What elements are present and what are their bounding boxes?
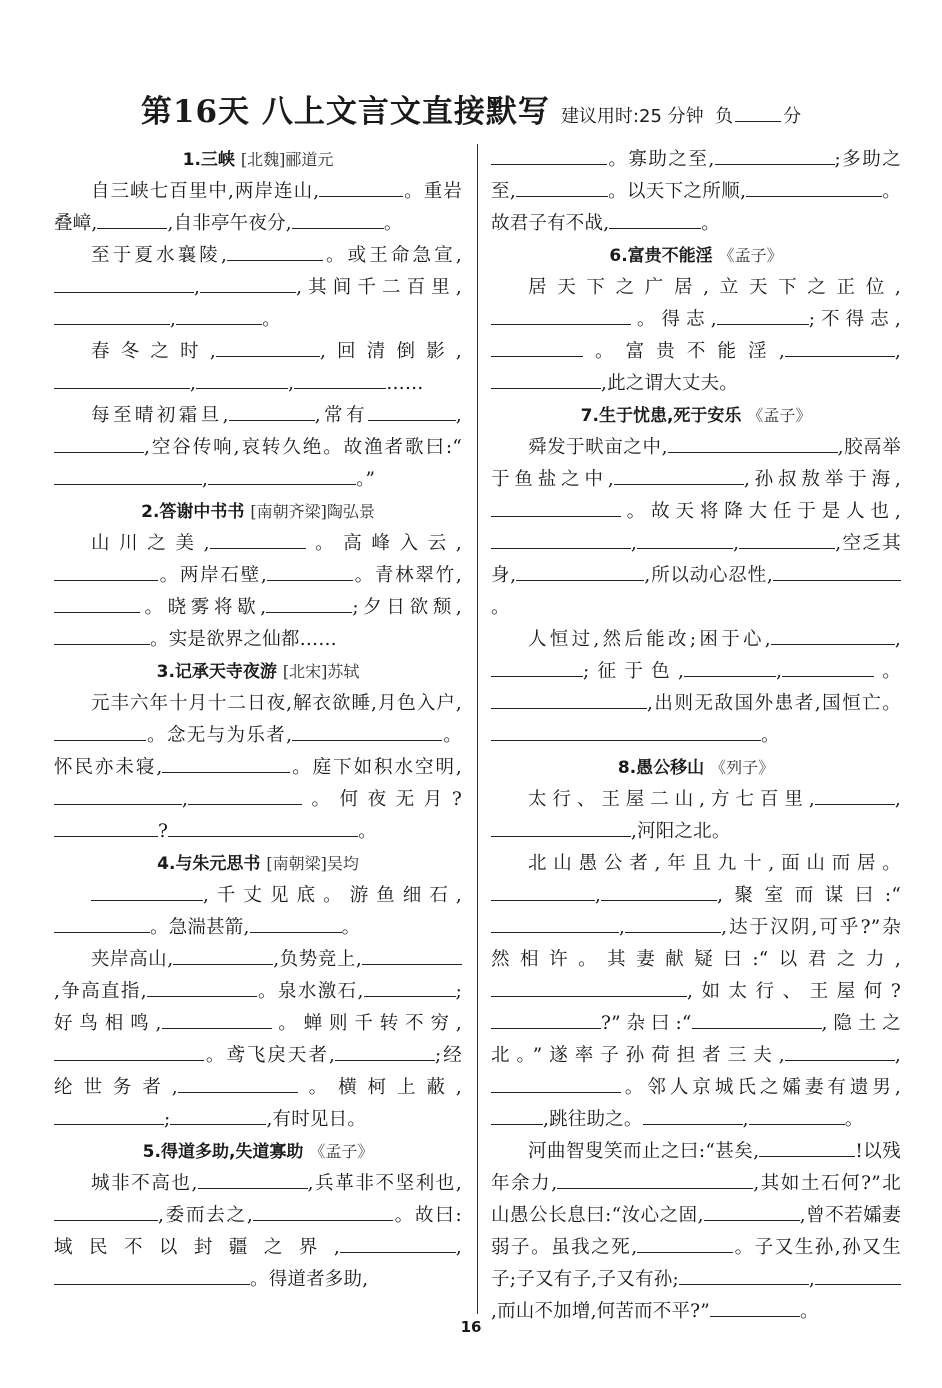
answer-blank[interactable]	[668, 432, 838, 453]
column-divider	[477, 144, 478, 1314]
answer-blank[interactable]	[516, 560, 644, 581]
answer-blank[interactable]	[54, 560, 158, 581]
page-title: 第16天 八上文言文直接默写	[140, 94, 550, 130]
answer-blank[interactable]	[335, 1040, 435, 1061]
score-blank[interactable]	[735, 105, 781, 122]
answer-blank[interactable]	[253, 1200, 393, 1221]
answer-blank[interactable]	[625, 912, 721, 933]
section-title-sheng-yu-you-huan: 7.生于忧患,死于安乐 《孟子》	[580, 406, 812, 426]
answer-blank[interactable]	[491, 816, 631, 837]
answer-blank[interactable]	[227, 240, 323, 261]
passage-paragraph: ,千丈见底。游鱼细石,。急湍甚箭, 。	[54, 880, 462, 944]
section-title-yu-gong-yi-shan: 8.愚公移山 《列子》	[617, 758, 775, 778]
answer-blank[interactable]	[749, 1104, 845, 1125]
answer-blank[interactable]	[216, 336, 320, 357]
answer-blank[interactable]	[491, 496, 621, 517]
answer-blank[interactable]	[362, 944, 462, 965]
answer-blank[interactable]	[815, 1264, 901, 1285]
answer-blank[interactable]	[710, 1296, 800, 1317]
answer-blank[interactable]	[173, 944, 273, 965]
passage-paragraph: 。寡助之至, ;多助之至, 。以天下之所顺, 。故君子有不战, 。	[491, 144, 901, 240]
section-title-fu-gui-bu-neng-yin: 6.富贵不能淫 《孟子》	[609, 246, 783, 266]
answer-blank[interactable]	[491, 912, 619, 933]
answer-blank[interactable]	[200, 272, 296, 293]
answer-blank[interactable]	[196, 368, 288, 389]
answer-blank[interactable]	[294, 368, 386, 389]
answer-blank[interactable]	[815, 784, 895, 805]
answer-blank[interactable]	[491, 1008, 601, 1029]
answer-blank[interactable]	[54, 592, 140, 613]
answer-blank[interactable]	[340, 1232, 456, 1253]
answer-blank[interactable]	[210, 528, 306, 549]
answer-blank[interactable]	[491, 720, 761, 741]
passage-paragraph: 舜发于畎亩之中, ,胶鬲举于鱼盐之中, ,孙叔敖举于海,。故天将降大任于是人也,, , ,空乏其身, ,所以动心忍性,。	[491, 432, 901, 624]
answer-blank[interactable]	[162, 1008, 272, 1029]
answer-blank[interactable]	[54, 432, 144, 453]
answer-blank[interactable]	[176, 304, 262, 325]
answer-blank[interactable]	[759, 1136, 855, 1157]
passage-paragraph: 山川之美, 。高峰入云,。两岸石壁, 。青林翠竹,。晓雾将歇, ;夕日欲颓,。实是欲界之仙都……	[54, 528, 462, 656]
answer-blank[interactable]	[178, 1072, 298, 1093]
page-header	[0, 86, 942, 136]
passage-paragraph: 城非不高也, ,兵革非不坚利也,,委而去之, 。故曰:域民不以封疆之界, ,。得道者多助,	[54, 1168, 462, 1296]
answer-blank[interactable]	[557, 1168, 753, 1189]
answer-blank[interactable]	[170, 1104, 266, 1125]
answer-blank[interactable]	[679, 1264, 809, 1285]
answer-blank[interactable]	[491, 880, 595, 901]
passage-paragraph: 居天下之广居,立天下之正位,。得志, ;不得志,。富贵不能淫, ,,此之谓大丈夫。	[491, 272, 901, 400]
passage-paragraph: 春冬之时, ,回清倒影,, , ……	[54, 336, 462, 400]
answer-blank[interactable]	[54, 1200, 158, 1221]
answer-blank[interactable]	[491, 1104, 543, 1125]
passage-paragraph: 太行、王屋二山,方七百里, ,,河阳之北。	[491, 784, 901, 848]
answer-blank[interactable]	[54, 1040, 204, 1061]
section-title-ji-cheng-tian-si: 3.记承天寺夜游 [北宋]苏轼	[156, 662, 360, 682]
left-column	[54, 144, 462, 1314]
answer-blank[interactable]	[54, 272, 194, 293]
answer-blank[interactable]	[267, 560, 353, 581]
passage-paragraph: 北山愚公者,年且九十,面山而居。, ,聚室而谋曰:“, ,达于汉阴,可乎?”杂然相许。其妻献疑曰:“以君之力,,如太行、王屋何??”杂曰:“ ,隐土之北。”遂率子孙荷担者三夫, ,。邻人京城氏之孀妻有遗男,,跳往助之。 , 。	[491, 853, 901, 1130]
passage-paragraph: 人恒过,然后能改;困于心, ,;征于色, , 。,出则无敌国外患者,国恒亡。。	[491, 624, 901, 752]
answer-blank[interactable]	[97, 208, 167, 229]
answer-blank[interactable]	[684, 656, 776, 677]
answer-blank[interactable]	[601, 880, 717, 901]
answer-blank[interactable]	[208, 464, 356, 485]
answer-blank[interactable]	[715, 144, 835, 165]
answer-blank[interactable]	[319, 176, 403, 197]
passage-paragraph: 每至晴初霜旦, ,常有 ,,空谷传响,哀转久绝。故渔者歌曰:“, 。”	[54, 400, 462, 496]
section-title-da-xie-zhong-shu-shu: 2.答谢中书书 [南朝齐梁]陶弘景	[141, 502, 375, 522]
answer-blank[interactable]	[54, 464, 202, 485]
answer-blank[interactable]	[54, 304, 170, 325]
answer-blank[interactable]	[491, 368, 601, 389]
passage-paragraph: 至于夏水襄陵, 。或王命急宣,, ,其间千二百里,, 。	[54, 240, 462, 336]
answer-blank[interactable]	[292, 208, 384, 229]
answer-blank[interactable]	[746, 176, 882, 197]
answer-blank[interactable]	[491, 688, 647, 709]
answer-blank[interactable]	[614, 464, 744, 485]
passage-paragraph: 元丰六年十月十二日夜,解衣欲睡,月色入户,。念无与为乐者, 。怀民亦未寝, 。庭下如积水空明,, 。何夜无月?? 。	[54, 693, 463, 842]
answer-blank[interactable]	[54, 720, 146, 741]
answer-blank[interactable]	[785, 336, 895, 357]
answer-blank[interactable]	[91, 880, 203, 901]
answer-blank[interactable]	[250, 912, 342, 933]
answer-blank[interactable]	[491, 144, 607, 165]
answer-blank[interactable]	[785, 1040, 895, 1061]
section-title-sanxia: 1.三峡 [北魏]郦道元	[182, 150, 334, 170]
answer-blank[interactable]	[782, 656, 874, 677]
answer-blank[interactable]	[739, 528, 835, 549]
answer-blank[interactable]	[516, 176, 608, 197]
section-title-yu-zhu-yuan-si-shu: 4.与朱元思书 [南朝梁]吴均	[157, 854, 359, 874]
answer-blank[interactable]	[168, 816, 358, 837]
suggested-time: 建议用时:25 分钟 负 分	[560, 106, 802, 127]
passage-paragraph: 自三峡七百里中,两岸连山, 。重岩叠嶂, ,自非亭午夜分, 。	[54, 176, 462, 240]
answer-blank[interactable]	[637, 1232, 733, 1253]
answer-blank[interactable]	[54, 368, 190, 389]
answer-blank[interactable]	[771, 624, 895, 645]
answer-blank[interactable]	[54, 1104, 164, 1125]
answer-blank[interactable]	[643, 1104, 743, 1125]
answer-blank[interactable]	[491, 336, 583, 357]
answer-blank[interactable]	[637, 528, 733, 549]
answer-blank[interactable]	[188, 784, 302, 805]
answer-blank[interactable]	[717, 304, 809, 325]
answer-blank[interactable]	[609, 208, 701, 229]
answer-blank[interactable]	[491, 656, 583, 677]
answer-blank[interactable]	[229, 400, 315, 421]
answer-blank[interactable]	[491, 976, 687, 997]
page-number: 16	[460, 1318, 482, 1336]
answer-blank[interactable]	[54, 912, 150, 933]
answer-blank[interactable]	[364, 976, 456, 997]
answer-blank[interactable]	[54, 784, 182, 805]
answer-blank[interactable]	[773, 560, 901, 581]
answer-blank[interactable]	[704, 1200, 800, 1221]
answer-blank[interactable]	[54, 1264, 250, 1285]
answer-blank[interactable]	[198, 1168, 308, 1189]
right-column	[491, 144, 902, 1322]
answer-blank[interactable]	[54, 816, 158, 837]
section-title-de-dao-duo-zhu: 5.得道多助,失道寡助 《孟子》	[142, 1142, 374, 1162]
answer-blank[interactable]	[491, 528, 631, 549]
answer-blank[interactable]	[162, 752, 290, 773]
answer-blank[interactable]	[491, 1072, 621, 1093]
answer-blank[interactable]	[368, 400, 456, 421]
answer-blank[interactable]	[54, 624, 150, 645]
passage-paragraph: 夹岸高山, ,负势竞上,,争高直指, 。泉水激石, ;好鸟相鸣, 。蝉则千转不穷,。鸢飞戾天者, ;经纶世务者, 。横柯上蔽,; ,有时见日。	[54, 944, 462, 1136]
answer-blank[interactable]	[491, 304, 631, 325]
answer-blank[interactable]	[266, 592, 352, 613]
answer-blank[interactable]	[147, 976, 257, 997]
answer-blank[interactable]	[692, 1008, 822, 1029]
passage-paragraph: 河曲智叟笑而止之曰:“甚矣, !以残年余力, ,其如土石何?”北山愚公长息曰:“汝心之固, ,曾不若孀妻弱子。虽我之死, 。子又生孙,孙又生子;子又有子,子又有孙; ,,而山不加增,何苦而不平?” 。	[491, 1136, 901, 1328]
answer-blank[interactable]	[292, 720, 442, 741]
